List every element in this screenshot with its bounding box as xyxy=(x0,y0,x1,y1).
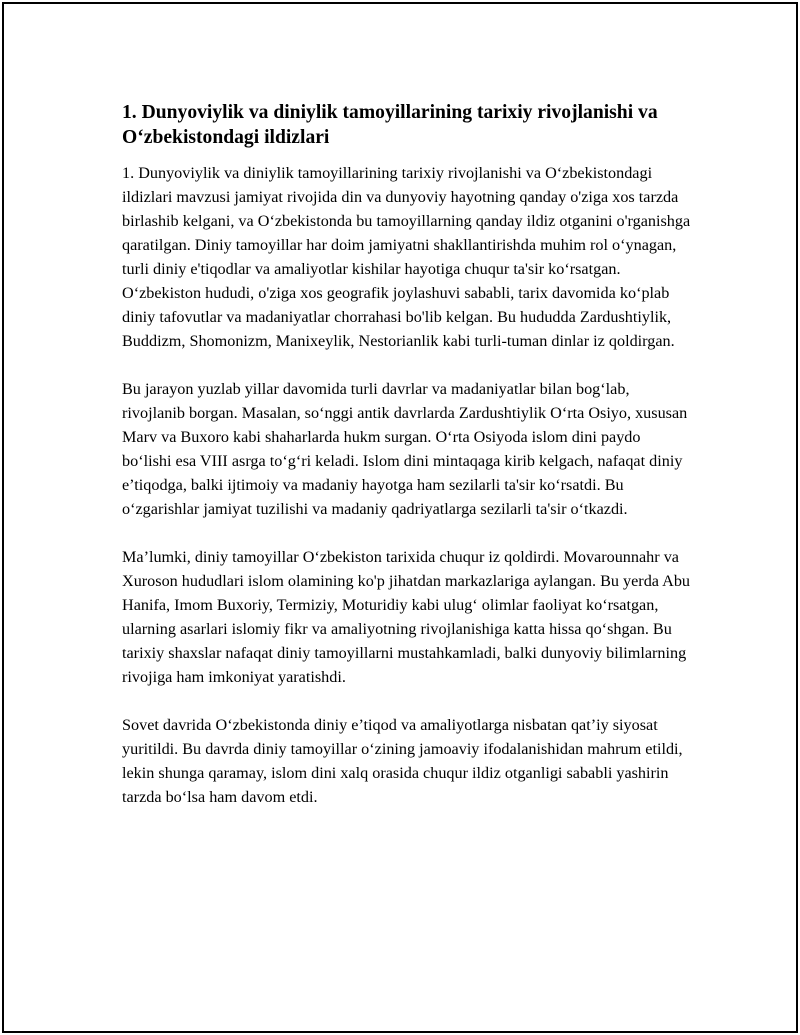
paragraph-soviet-era: Sovet davrida O‘zbekistonda diniy e’tiqod va amaliyotlarga nisbatan qat’iy siyosat yuritildi. Bu davrda diniy tamoyillar o‘zining jamoaviy ifodalanishidan mahrum etildi, lekin shunga qaramay, islom dini xalq orasida chuqur ildiz otganligi sababli yashirin tarzda bo‘lsa ham davom etdi. xyxy=(122,716,683,806)
document-body xyxy=(122,100,692,809)
document-page xyxy=(2,2,798,1033)
paragraph-intro: 1. Dunyoviylik va diniylik tamoyillarining tarixiy rivojlanishi va O‘zbekistondagi ildizlari mavzusi jamiyat rivojida din va dunyoviy hayotning qanday o'ziga xos tarzda birlashib kelgani, va O‘zbekistonda bu tamoyillarning qanday ildiz otganini o'rganishga qaratilgan. Diniy tamoyillar har doim jamiyatni shakllantirishda muhim rol o‘ynagan, turli diniy e'tiqodlar va amaliyotlar kishilar hayotiga chuqur ta'sir ko‘rsatgan. O‘zbekiston hududi, o'ziga xos geografik joylashuvi sababli, tarix davomida ko‘plab diniy tafovutlar va madaniyatlar chorrahasi bo'lib kelgan. Bu hududda Zardushtiylik, Buddizm, Shomonizm, Manixeylik, Nestorianlik kabi turli-tuman dinlar iz qoldirgan. xyxy=(122,164,691,350)
paragraph-history: Bu jarayon yuzlab yillar davomida turli davrlar va madaniyatlar bilan bog‘lab, rivojlanib borgan. Masalan, so‘nggi antik davrlarda Zardushtiylik O‘rta Osiyo, xususan Marv va Buxoro kabi shaharlarda hukm surgan. O‘rta Osiyoda islom dini paydo bo‘lishi esa VIII asrga to‘g‘ri keladi. Islom dini mintaqaga kirib kelgach, nafaqat diniy e’tiqodga, balki ijtimoiy va madaniy hayotga ham sezilarli ta'sir ko‘rsatdi. Bu o‘zgarishlar jamiyat tuzilishi va madaniy qadriyatlarga sezilarli ta'sir o‘tkazdi. xyxy=(122,380,688,518)
paragraph-scholars: Ma’lumki, diniy tamoyillar O‘zbekiston tarixida chuqur iz qoldirdi. Movarounnahr va Xuroson hududlari islom olamining ko'p jihatdan markazlariga aylangan. Bu yerda Abu Hanifa, Imom Buxoriy, Termiziy, Moturidiy kabi ulug‘ olimlar faoliyat ko‘rsatgan, ularning asarlari islomiy fikr va amaliyotning rivojlanishiga katta hissa qo‘shgan. Bu tarixiy shaxslar nafaqat diniy tamoyillarni mustahkamladi, balki dunyoviy bilimlarning rivojiga ham imkoniyat yaratishdi. xyxy=(122,548,691,686)
document-title: 1. Dunyoviylik va diniylik tamoyillarining tarixiy rivojlanishi va O‘zbekistondagi ildizlari xyxy=(122,102,658,148)
